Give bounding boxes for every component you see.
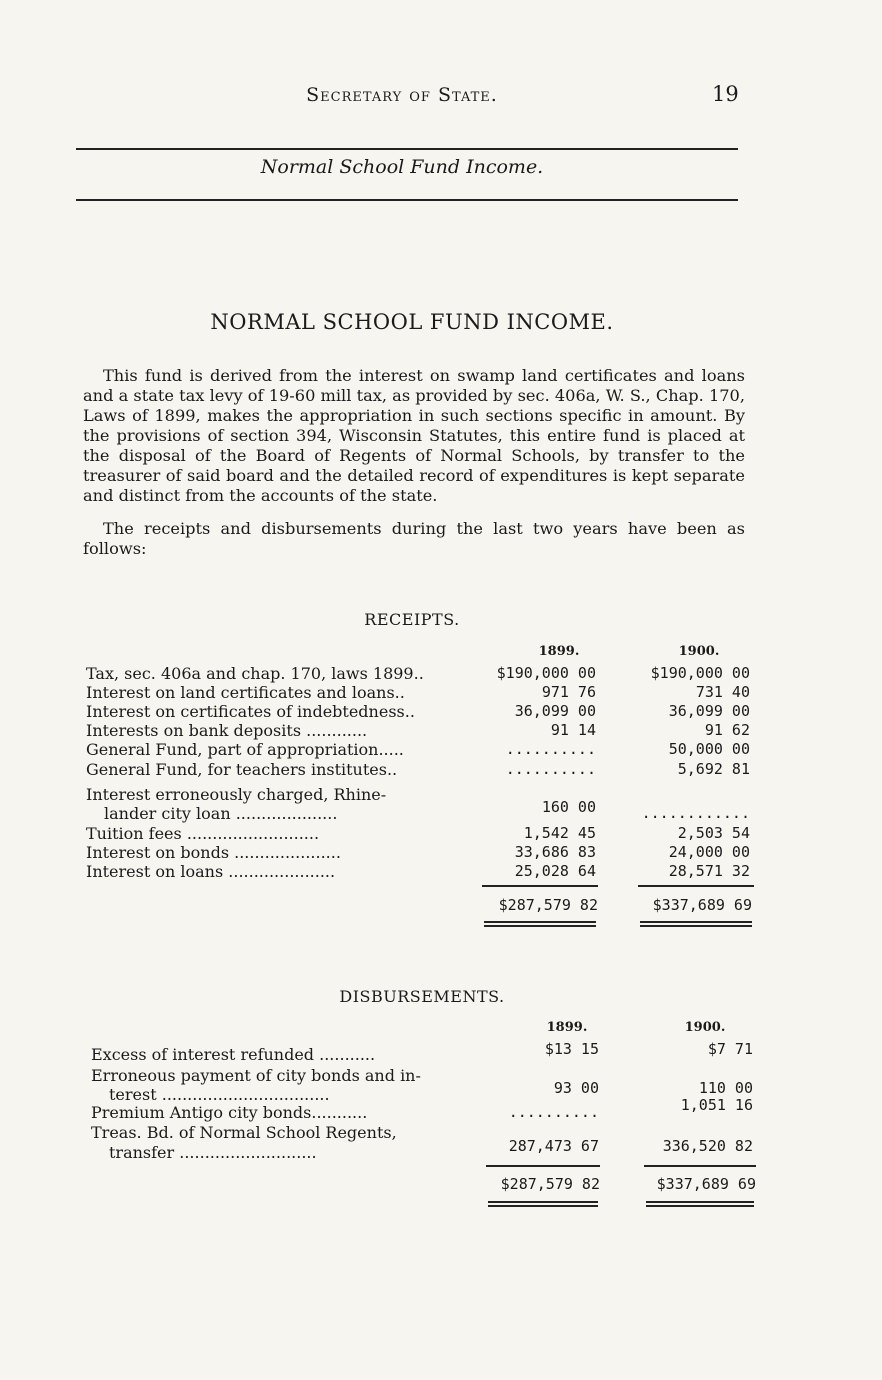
receipts-row [86,760,756,779]
value-1899: 91 14 [550,721,596,739]
row-label: Premium Antigo city bonds........... [91,1103,368,1122]
disbursements-sum-rule-1899 [486,1165,600,1167]
value-1899: 287,473 67 [508,1137,599,1155]
receipts-row [86,862,756,881]
page-title: NORMAL SCHOOL FUND INCOME. [210,310,614,334]
disbursements-double-rule-1899 [488,1201,598,1207]
row-label: Excess of interest refunded ........... [91,1045,376,1064]
value-1899: 160 00 [541,798,596,816]
row-label: Interest on land certificates and loans.. [86,683,405,702]
receipts-double-rule-1899 [484,921,596,927]
row-label: Treas. Bd. of Normal School Regents, [91,1123,397,1142]
value-1899: .......... [505,760,596,778]
value-1900: $7 71 [707,1040,753,1058]
value-1900: 2,503 54 [677,824,750,842]
disbursements-total-1899: $287,579 82 [500,1175,600,1193]
disbursements-row [91,1137,759,1162]
value-1900: ............ [641,804,750,822]
row-label: Erroneous payment of city bonds and in- [91,1066,421,1085]
disbursements-row [91,1123,759,1142]
follows-paragraph: The receipts and disbursements during the last two years have been as follows: [83,519,745,558]
disbursements-row [91,1040,759,1064]
section-subhead: Normal School Fund Income. [260,156,544,178]
row-label: Interests on bank deposits ............ [86,721,368,740]
receipts-year-1900: 1900. [678,644,720,659]
row-label: General Fund, for teachers institutes.. [86,760,398,779]
value-1899: $13 15 [544,1040,599,1058]
row-label: transfer ........................... [109,1143,317,1162]
value-1900: 5,692 81 [677,760,750,778]
row-label: Interest erroneously charged, Rhine- [86,785,387,804]
disbursements-row [91,1066,759,1085]
row-label: Tuition fees .......................... [86,824,320,843]
receipts-double-rule-1900 [640,921,752,927]
row-label: General Fund, part of appropriation..... [86,740,404,759]
value-1900: 336,520 82 [662,1137,753,1155]
receipts-row [86,740,756,759]
value-1899: 25,028 64 [514,862,596,880]
disbursements-heading: DISBURSEMENTS. [339,987,505,1006]
disbursements-total-1900: $337,689 69 [656,1175,756,1193]
disbursements-sum-rule-1900 [644,1165,756,1167]
receipts-row [86,843,756,862]
receipts-row [86,824,756,843]
disbursements-row [91,1096,759,1122]
receipts-sum-rule-1900 [638,885,754,887]
receipts-row [86,683,756,702]
page-number: 19 [712,82,739,106]
receipts-total-1900: $337,689 69 [652,896,752,914]
receipts-row [86,702,756,721]
running-head: Secretary of State. [306,84,498,106]
row-label: Interest on bonds ..................... [86,843,341,862]
value-1899: 36,099 00 [514,702,596,720]
row-label: lander city loan .................... [104,804,338,823]
row-label: Interest on loans ..................... [86,862,336,881]
intro-paragraph: This fund is derived from the interest on swamp land certificates and loans and a state tax levy of 19-60 mill tax, as provided by sec. 406a, W. S., Chap. 170, Laws of 1899, makes the appropriation in such sections specific in amount. By the provisions of section 394, Wisconsin Statutes, this entire fund is placed at the disposal of the Board of Regents of Normal Schools, by transfer to the treasurer of said board and the detailed record of expenditures is kept separate and distinct from the accounts of the state. [83,366,745,505]
value-1899: .......... [505,740,596,758]
receipts-sum-rule-1899 [482,885,598,887]
value-1900: 91 62 [704,721,750,739]
value-1900: 24,000 00 [668,843,750,861]
receipts-heading: RECEIPTS. [364,610,460,629]
header-rule-top [76,148,738,150]
value-1900: 110 00 [698,1079,753,1097]
value-1900: 50,000 00 [668,740,750,758]
receipts-row [86,721,756,740]
value-1900: 731 40 [695,683,750,701]
value-1899: .......... [508,1103,599,1121]
value-1900: 36,099 00 [668,702,750,720]
receipts-row [86,785,756,804]
header-rule-bottom [76,199,738,201]
receipts-row [86,798,756,823]
row-label: Interest on certificates of indebtedness.. [86,702,415,721]
disbursements-double-rule-1900 [646,1201,754,1207]
receipts-year-1899: 1899. [538,644,580,659]
disbursements-row [91,1079,759,1104]
receipts-total-1899: $287,579 82 [498,896,598,914]
value-1900: 28,571 32 [668,862,750,880]
disbursements-year-1900: 1900. [684,1020,726,1035]
value-1900: 1,051 16 [680,1096,753,1114]
disbursements-year-1899: 1899. [546,1020,588,1035]
row-label: terest ................................. [109,1085,330,1104]
value-1899: 1,542 45 [523,824,596,842]
value-1899: 971 76 [541,683,596,701]
value-1900: $190,000 00 [650,664,750,682]
value-1899: 93 00 [553,1079,599,1097]
row-label: Tax, sec. 406a and chap. 170, laws 1899.. [86,664,424,683]
receipts-row [86,664,756,683]
value-1899: $190,000 00 [496,664,596,682]
value-1899: 33,686 83 [514,843,596,861]
